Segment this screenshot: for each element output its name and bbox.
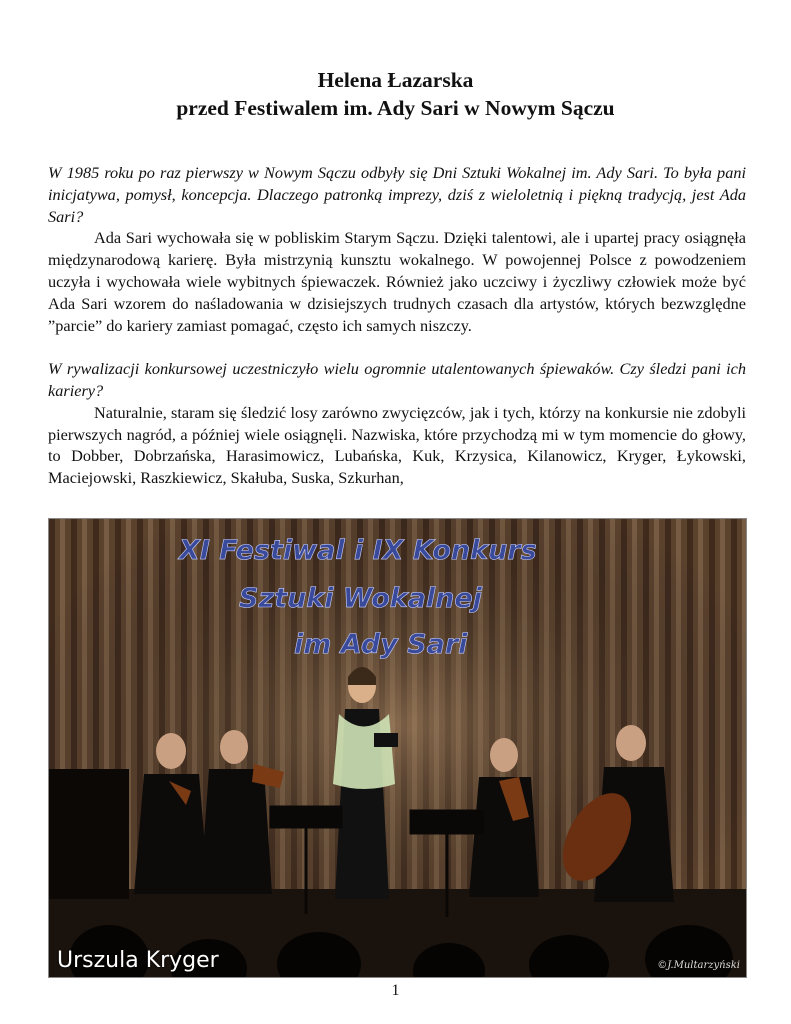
article-body xyxy=(48,162,746,489)
banner-line-3: im Ady Sari xyxy=(294,629,468,660)
concert-photo xyxy=(48,518,747,978)
paragraph-spacer xyxy=(48,336,746,358)
article-title xyxy=(48,66,743,122)
answer-paragraph: Naturalnie, staram się śledzić losy zarówno zwycięzców, jak i tych, którzy na konkursie nie zdobyli pierwszych nagród, a później wiele osiągnęli. Nazwiska, które przychodzą mi w tym momencie do głowy, to Dobber, Dobrzańska, Harasimowicz, Lubańska, Kuk, Krzysica, Kilanowicz, Kryger, Łykowski, Maciejowski, Raszkiewicz, Skałuba, Suska, Szkurhan, xyxy=(48,402,746,488)
page-number: 1 xyxy=(391,982,400,999)
answer-paragraph: Ada Sari wychowała się w pobliskim Starym Sączu. Dzięki talentowi, ale i upartej pracy osiągnęła międzynarodową karierę. Była mistrzynią kunsztu wokalnego. W powojennej Polsce z powodzeniem uczyła i wychowała wiele wybitnych śpiewaczek. Również jako uczciwy i życzliwy człowiek może być Ada Sari wzorem do naśladowania w dzisiejszych trudnych czasach dla artystów, których bezwzględne ”parcie” do kariery zamiast pomagać, często ich samych niszczy. xyxy=(48,228,746,335)
question-paragraph: W rywalizacji konkursowej uczestniczyło wielu ogromnie utalentowanych śpiewaków. Czy śledzi pani ich kariery? xyxy=(48,359,746,400)
photo-caption: Urszula Kryger xyxy=(57,948,219,973)
question-paragraph: W 1985 roku po raz pierwszy w Nowym Sączu odbyły się Dni Sztuki Wokalnej im. Ady Sari. To była pani inicjatywa, pomysł, koncepcja. Dlaczego patronką imprezy, dziś z wieloletnią i piękną tradycją, jest Ada Sari? xyxy=(48,163,746,226)
music-stand xyxy=(411,811,483,833)
banner-line-2: Sztuki Wokalnej xyxy=(239,583,482,614)
piano-silhouette xyxy=(49,769,129,899)
banner-line-1: XI Festiwal i IX Konkurs xyxy=(179,535,537,566)
concert-photo-illustration xyxy=(49,519,746,977)
music-stand xyxy=(271,807,341,827)
title-line-2: przed Festiwalem im. Ady Sari w Nowym Sączu xyxy=(176,96,615,120)
title-line-1: Helena Łazarska xyxy=(317,68,474,92)
photo-credit: ©J.Multarzyński xyxy=(657,960,740,971)
